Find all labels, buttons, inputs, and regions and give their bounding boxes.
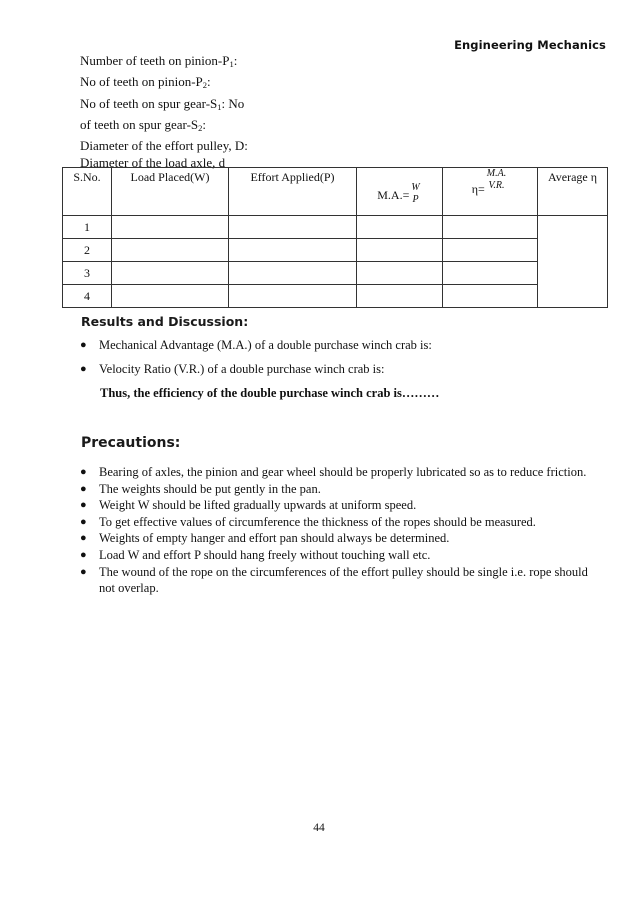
row-number: 3	[63, 262, 112, 285]
effort-cell	[229, 285, 357, 308]
ma-cell	[357, 239, 443, 262]
average-efficiency-cell	[538, 216, 608, 308]
load-cell	[112, 216, 229, 239]
load-axle-diameter-line: Diameter of the load axle, d	[80, 155, 226, 171]
load-cell	[112, 239, 229, 262]
bullet-icon: ●	[80, 532, 87, 545]
list-item: ● To get effective values of circumference the thickness of the ropes should be measured.	[80, 514, 536, 529]
col-header-load: Load Placed(W)	[112, 168, 229, 216]
bullet-icon: ●	[80, 482, 87, 495]
ma-cell	[357, 285, 443, 308]
list-item: ● The weights should be put gently in the pan.	[80, 481, 321, 496]
precautions-list	[80, 464, 592, 597]
table-row	[63, 239, 608, 262]
running-header: Engineering Mechanics	[454, 38, 606, 52]
table-row	[63, 285, 608, 308]
given-data-block	[80, 52, 340, 172]
efficiency-cell	[443, 262, 538, 285]
table-row	[63, 216, 608, 239]
ma-cell	[357, 262, 443, 285]
precautions-heading: Precautions:	[81, 435, 181, 451]
pinion-p1-teeth-line: Number of teeth on pinion-$P_1$:	[80, 53, 238, 69]
spur-gear-s1-teeth-line: No of teeth on spur gear-$S_1$: No	[80, 95, 245, 112]
spur-gear-s2-teeth-line: of teeth on spur gear-$S_2$:	[80, 116, 207, 133]
list-item: ● Load W and effort P should hang freely without touching wall etc.	[80, 547, 431, 562]
bullet-icon: ●	[80, 565, 87, 578]
observation-table	[62, 167, 608, 308]
bullet-icon: ●	[80, 466, 87, 478]
ma-cell	[357, 216, 443, 239]
bullet-icon: ●	[80, 499, 87, 512]
pinion-p2-teeth-line: No of teeth on pinion-$P_2$:	[80, 74, 211, 91]
results-list	[80, 337, 592, 385]
bullet-icon: ●	[80, 515, 87, 528]
list-item: ● The wound of the rope on the circumferences of the effort pulley should be single i.e. rope should not overlap.	[80, 564, 588, 596]
list-item: ● Weights of empty hanger and effort pan should always be determined.	[80, 531, 450, 546]
row-number: 4	[63, 285, 112, 308]
efficiency-cell	[443, 239, 538, 262]
results-heading: Results and Discussion:	[81, 314, 249, 329]
col-header-efficiency: η= M.A. V.R.	[443, 168, 538, 216]
bullet-icon: ●	[80, 339, 87, 351]
list-item: ● Bearing of axles, the pinion and gear wheel should be properly lubricated so as to reduce friction.	[80, 465, 587, 479]
bullet-icon: ●	[80, 548, 87, 561]
table-header-row	[63, 168, 608, 216]
load-cell	[112, 262, 229, 285]
effort-cell	[229, 216, 357, 239]
bullet-icon: ●	[80, 363, 87, 375]
load-cell	[112, 285, 229, 308]
row-number: 2	[63, 239, 112, 262]
effort-cell	[229, 262, 357, 285]
page-number: 44	[313, 822, 325, 834]
col-header-ma: M.A.= W P	[357, 168, 443, 216]
effort-pulley-diameter-line: Diameter of the effort pulley, D:	[80, 138, 248, 154]
effort-cell	[229, 239, 357, 262]
efficiency-cell	[443, 285, 538, 308]
efficiency-conclusion: Thus, the efficiency of the double purchase winch crab is………	[100, 386, 440, 400]
list-item: ● Weight W should be lifted gradually upwards at uniform speed.	[80, 498, 417, 513]
list-item: ● Velocity Ratio (V.R.) of a double purchase winch crab is:	[80, 362, 385, 376]
list-item: ● Mechanical Advantage (M.A.) of a double purchase winch crab is:	[80, 338, 432, 352]
col-header-average-efficiency: Average η	[538, 168, 608, 216]
row-number: 1	[63, 216, 112, 239]
table-row	[63, 262, 608, 285]
efficiency-cell	[443, 216, 538, 239]
col-header-effort: Effort Applied(P)	[229, 168, 357, 216]
col-header-sno: S.No.	[63, 168, 112, 216]
